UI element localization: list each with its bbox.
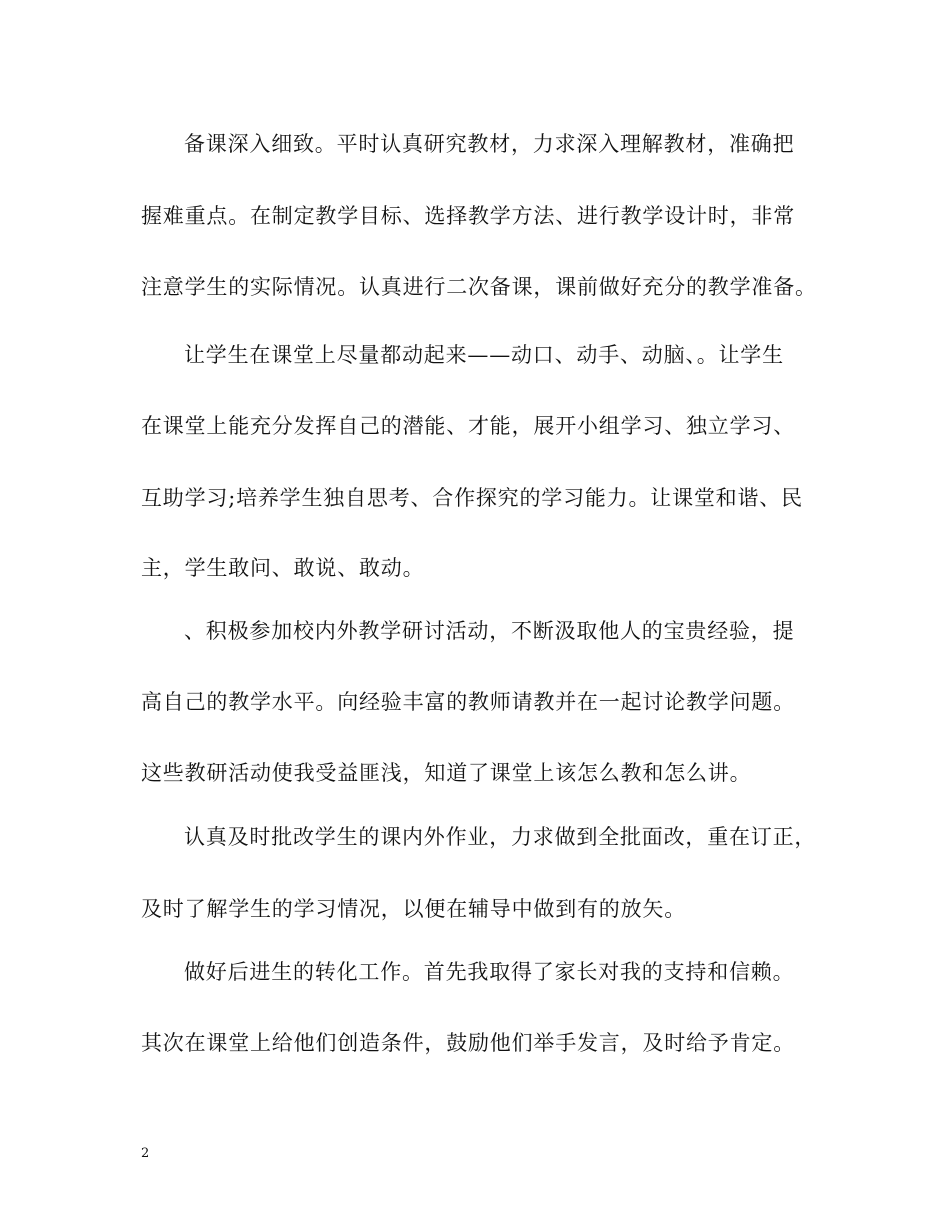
paragraph-1-line-2: 握难重点。在制定教学目标、选择教学方法、进行教学设计时，非常 (141, 204, 795, 228)
page-number: 2 (141, 1146, 150, 1161)
paragraph-2-line-4: 主，学生敢问、敢说、敢动。 (141, 556, 425, 580)
paragraph-1-line-3: 注意学生的实际情况。认真进行二次备课，课前做好充分的教学准备。 (141, 275, 817, 299)
paragraph-3-line-3: 这些教研活动使我受益匪浅，知道了课堂上该怎么教和怎么讲。 (141, 761, 752, 785)
paragraph-4-line-1: 认真及时批改学生的课内外作业，力求做到全批面改，重在订正， (184, 825, 817, 849)
paragraph-2-line-3: 互助学习;培养学生独自思考、合作探究的学习能力。让课堂和谐、民 (141, 486, 803, 510)
paragraph-2-line-2: 在课堂上能充分发挥自己的潜能、才能，展开小组学习、独立学习、 (141, 414, 795, 438)
paragraph-3-line-1: 、积极参加校内外教学研讨活动，不断汲取他人的宝贵经验，提 (184, 619, 795, 643)
paragraph-1-line-1: 备课深入细致。平时认真研究教材，力求深入理解教材，准确把 (184, 132, 795, 156)
paragraph-5-line-2: 其次在课堂上给他们创造条件，鼓励他们举手发言，及时给予肯定。 (141, 1031, 795, 1055)
paragraph-4-line-2: 及时了解学生的学习情况，以便在辅导中做到有的放矢。 (141, 897, 686, 921)
paragraph-3-line-2: 高自己的教学水平。向经验丰富的教师请教并在一起讨论教学问题。 (141, 690, 795, 714)
paragraph-2-line-1: 让学生在课堂上尽量都动起来——动口、动手、动脑、。让学生 (184, 343, 784, 367)
paragraph-5-line-1: 做好后进生的转化工作。首先我取得了家长对我的支持和信赖。 (184, 960, 795, 984)
